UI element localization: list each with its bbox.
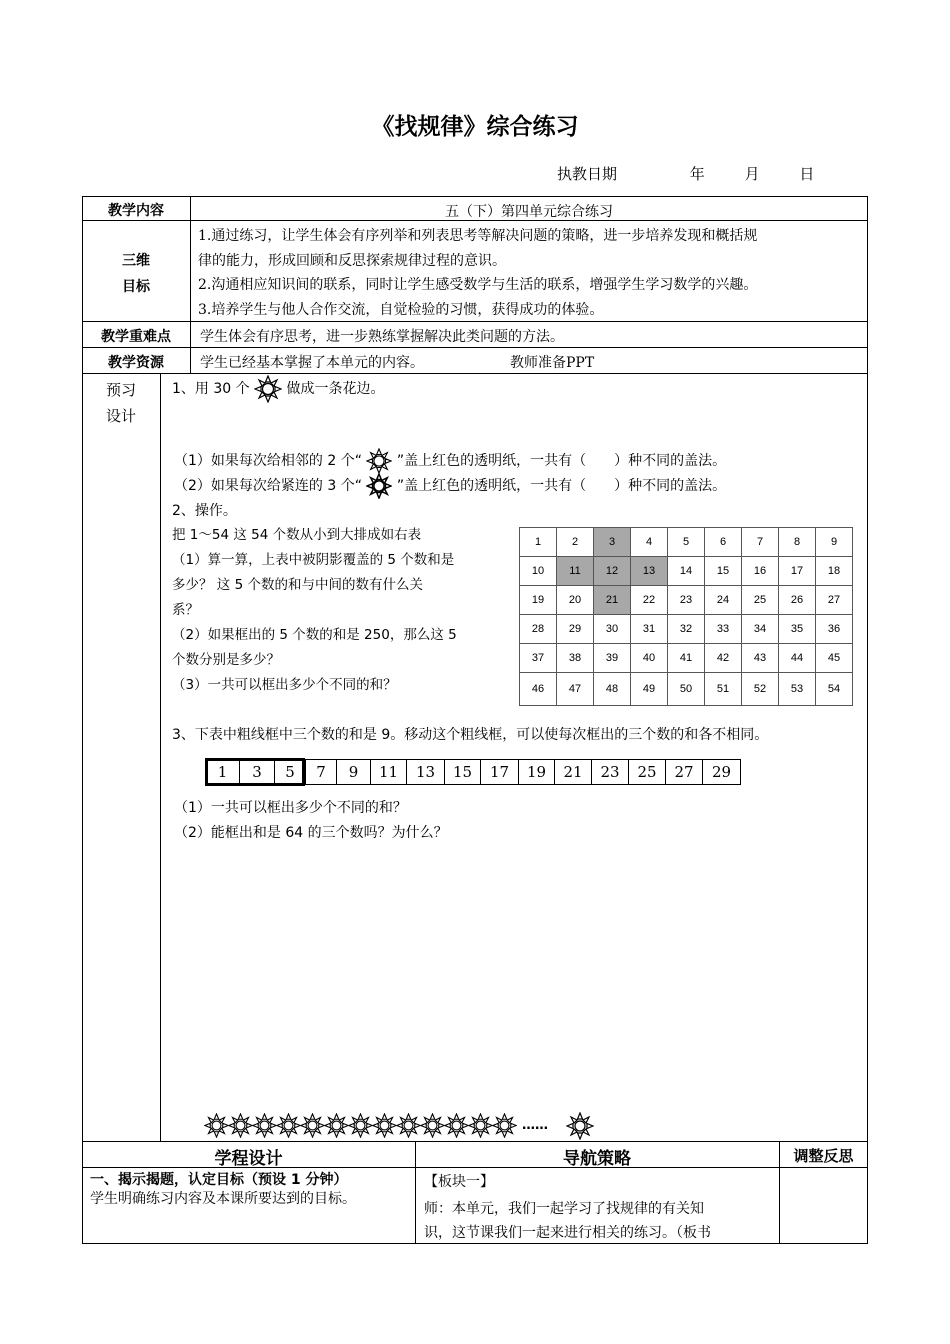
strip-cell: 7 [306,760,337,785]
grid-cell: 1 [520,528,557,557]
flower-icon [254,375,282,403]
date-line [557,163,814,184]
difficulty-value: 学生体会有序思考，进一步熟练掌握解决此类问题的方法。 [200,329,564,345]
block-1-line: 师：本单元，我们一起学习了找规律的有关知 [424,1201,704,1217]
question-1-suffix: 做成一条花边。 [286,381,385,397]
grid-cell: 54 [816,673,853,706]
flower-icon [348,1113,373,1142]
flower-icon [372,1113,397,1142]
header-navigation: 导航策略 [563,1149,631,1169]
block-1-line: 识，这节课我们一起来进行相关的练习。（板书 [424,1225,711,1241]
grid-cell: 9 [816,528,853,557]
flower-icon [204,1113,229,1142]
grid-cell: 15 [705,557,742,586]
flower-icon [252,1113,277,1142]
grid-cell: 45 [816,644,853,673]
grid-cell: 51 [705,673,742,706]
grid-cell: 12 [594,557,631,586]
goals-label-line2: 目标 [122,279,150,295]
grid-cell: 11 [557,557,594,586]
grid-cell: 30 [594,615,631,644]
number-grid [519,527,853,706]
flower-icon [566,1112,594,1140]
question-2-line: 多少？ 这 5 个数的和与中间的数有什么关 [172,577,423,593]
grid-cell: 26 [779,586,816,615]
goals-label [82,248,190,300]
grid-cell: 37 [520,644,557,673]
difficulty-label: 教学重难点 [101,329,171,345]
section-1-title: 一、揭示揭题，认定目标（预设 1 分钟） [90,1172,348,1188]
grid-cell: 17 [779,557,816,586]
grid-cell: 4 [631,528,668,557]
section-1-text: 学生明确练习内容及本课所要达到的目标。 [90,1191,356,1207]
header-reflection: 调整反思 [793,1147,854,1165]
flower-border [204,1113,516,1139]
grid-row [520,557,853,586]
flower-icon [276,1113,301,1142]
grid-cell: 19 [520,586,557,615]
grid-cell: 18 [816,557,853,586]
strip-cell: 19 [519,760,555,785]
grid-row [520,586,853,615]
grid-cell: 34 [742,615,779,644]
grid-cell: 33 [705,615,742,644]
strip-cell: 17 [481,760,519,785]
grid-cell: 16 [742,557,779,586]
grid-cell: 23 [668,586,705,615]
question-1-2-prefix: （2）如果每次给紧连的 3 个“ [174,478,362,494]
goal-line: 3.培养学生与他人合作交流，自觉检验的习惯，获得成功的体验。 [198,301,604,318]
flower-icon [468,1113,493,1142]
strip-cell: 21 [555,760,592,785]
question-2-line: （3）一共可以框出多少个不同的和？ [172,677,397,693]
grid-cell: 21 [594,586,631,615]
year-label: 年 [689,165,705,183]
grid-cell: 7 [742,528,779,557]
question-3-line: （2）能框出和是 64 的三个数吗？为什么？ [174,825,448,841]
grid-row [520,644,853,673]
grid-cell: 43 [742,644,779,673]
goal-line: 律的能力，形成回顾和反思探索规律过程的意识。 [198,252,506,269]
question-2-line: 系？ [172,602,199,618]
strip-cell: 27 [666,760,703,785]
day-label: 日 [799,165,815,183]
grid-cell: 27 [816,586,853,615]
grid-cell: 46 [520,673,557,706]
col-divider [190,196,191,373]
goal-line: 1.通过练习，让学生体会有序列举和列表思考等解决问题的策略，进一步培养发现和概括规 [198,228,758,244]
grid-cell: 38 [557,644,594,673]
block-1-title: 【板块一】 [424,1174,494,1190]
grid-cell: 20 [557,586,594,615]
strip-cell: 3 [240,760,275,785]
strip-cell: 15 [445,760,481,785]
grid-cell: 8 [779,528,816,557]
grid-cell: 52 [742,673,779,706]
question-2-line: （2）如果框出的 5 个数的和是 250，那么这 5 [172,627,457,643]
grid-cell: 47 [557,673,594,706]
grid-cell: 50 [668,673,705,706]
grid-row [520,615,853,644]
row-divider [82,347,868,348]
strip-cell: 23 [592,760,629,785]
grid-row [520,673,853,706]
grid-cell: 39 [594,644,631,673]
strip-cell: 25 [629,760,666,785]
grid-cell: 6 [705,528,742,557]
grid-cell: 35 [779,615,816,644]
flower-icon [300,1113,325,1142]
grid-cell: 53 [779,673,816,706]
grid-cell: 49 [631,673,668,706]
flower-icon [492,1113,517,1142]
flower-icon [228,1113,253,1142]
flower-icon [366,448,392,474]
flower-icon [396,1113,421,1142]
grid-cell: 14 [668,557,705,586]
question-1-1-prefix: （1）如果每次给相邻的 2 个“ [174,453,362,469]
flower-icon [366,473,392,499]
col-divider [160,373,161,1141]
question-2-text [172,523,512,698]
question-2-line: 把 1～54 这 54 个数从小到大排成如右表 [172,527,422,543]
page-title: 《找规律》综合练习 [371,114,579,140]
flower-icon [444,1113,469,1142]
grid-cell: 5 [668,528,705,557]
grid-cell: 29 [557,615,594,644]
goal-line: 2.沟通相应知识间的联系，同时让学生感受数学与生活的联系，增强学生学习数学的兴趣。 [198,277,758,293]
question-2-line: 个数分别是多少？ [172,652,280,668]
question-2-title: 2、操作。 [172,503,237,519]
strip-cell: 13 [407,760,445,785]
ellipsis: …… [522,1118,548,1133]
resources-label: 教学资源 [108,355,164,371]
question-1 [172,375,385,403]
date-label: 执教日期 [557,165,618,183]
question-1-prefix: 1、用 30 个 [172,381,250,397]
month-label: 月 [744,165,760,183]
header-course-design: 学程设计 [214,1149,283,1169]
flower-icon [324,1113,349,1142]
grid-cell: 25 [742,586,779,615]
row-divider [82,373,868,374]
content-value: 五（下）第四单元综合练习 [445,204,613,220]
grid-cell: 22 [631,586,668,615]
strip-cell: 9 [337,760,371,785]
flower-icon [420,1113,445,1142]
grid-cell: 42 [705,644,742,673]
grid-cell: 10 [520,557,557,586]
goals-label-line1: 三维 [122,253,150,269]
content-label: 教学内容 [108,203,164,219]
question-3-text [174,796,448,846]
grid-cell: 36 [816,615,853,644]
question-1-2-suffix: ”盖上红色的透明纸，一共有（ ）种不同的盖法。 [396,478,727,494]
strip-cell: 11 [371,760,407,785]
preview-label-line1: 预习 [105,381,136,399]
bold-frame [205,758,305,786]
strip-cell: 29 [703,760,741,785]
question-1-2 [174,473,726,499]
question-2-line: （1）算一算，上表中被阴影覆盖的 5 个数和是 [172,552,455,568]
grid-cell: 40 [631,644,668,673]
strip-cell: 5 [275,760,306,785]
grid-cell: 2 [557,528,594,557]
question-1-1-suffix: ”盖上红色的透明纸，一共有（ ）种不同的盖法。 [396,453,727,469]
question-3-title: 3、下表中粗线框中三个数的和是 9。移动这个粗线框，可以使每次框出的三个数的和各不相同。 [172,727,769,743]
preview-label [82,377,160,429]
preview-label-line2: 设计 [105,407,136,425]
resources-value-teacher: 教师准备PPT [510,355,595,371]
grid-cell: 24 [705,586,742,615]
resources-value: 学生已经基本掌握了本单元的内容。 [200,355,424,371]
goals-text [198,224,866,322]
grid-cell: 31 [631,615,668,644]
grid-row [520,528,853,557]
grid-cell: 44 [779,644,816,673]
question-1-1 [174,448,726,474]
question-3-line: （1）一共可以框出多少个不同的和？ [174,800,407,816]
grid-cell: 32 [668,615,705,644]
strip-cell: 1 [206,760,240,785]
grid-cell: 48 [594,673,631,706]
grid-cell: 3 [594,528,631,557]
grid-cell: 28 [520,615,557,644]
block-1-text [424,1197,711,1245]
grid-cell: 13 [631,557,668,586]
grid-cell: 41 [668,644,705,673]
